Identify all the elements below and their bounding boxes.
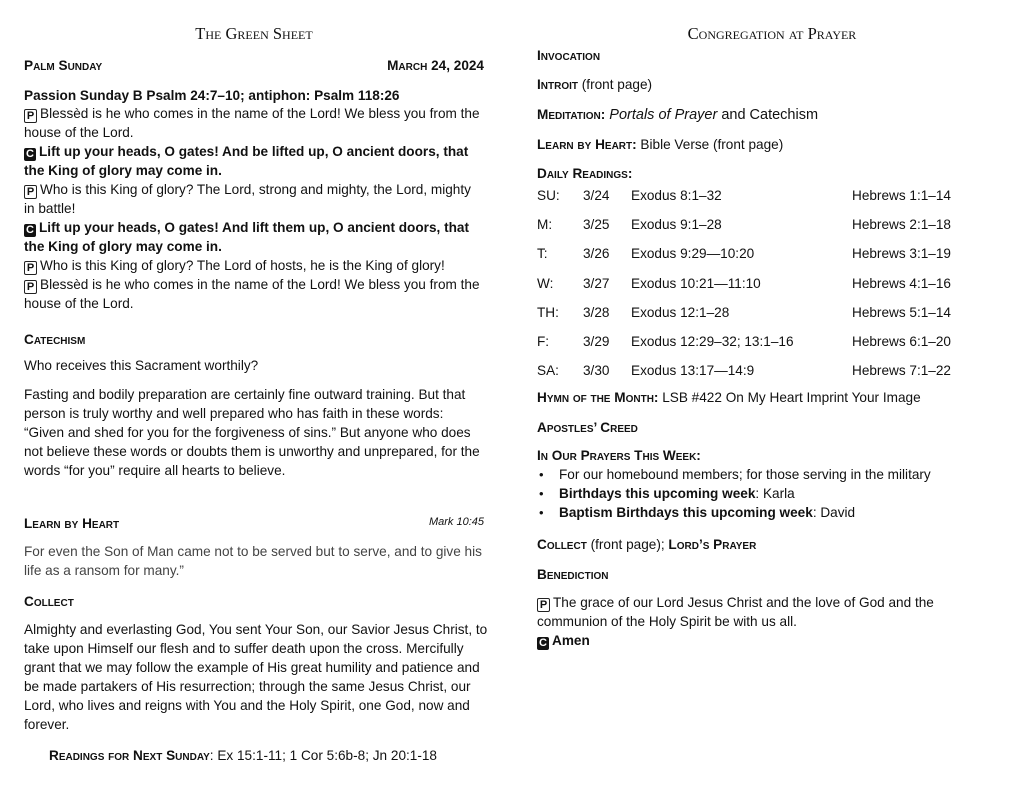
table-row: W: 3/27 Exodus 10:21—11:10 Hebrews 4:1–16 <box>537 275 951 291</box>
benediction-text: P The grace of our Lord Jesus Christ and the love of God and the communion of the Holy Spirit be with us all. C Amen <box>537 595 934 649</box>
learn-text: Bible Verse (front page) <box>636 137 784 152</box>
congregation-badge-icon: C <box>24 148 36 161</box>
pastor-badge-icon: P <box>24 280 37 294</box>
collect-heading: Collect <box>24 594 74 609</box>
list-item: • Baptism Birthdays this upcoming week: David <box>537 503 1007 522</box>
catechism-question: Who receives this Sacrament worthily? <box>24 358 259 373</box>
learn-verse: For even the Son of Man came not to be served but to serve, and to give his life as a ransom for many.” <box>24 544 482 578</box>
prayers-heading: In Our Prayers This Week: <box>537 448 701 463</box>
hymn-label: Hymn of the Month: <box>537 390 659 405</box>
table-row: TH: 3/28 Exodus 12:1–28 Hebrews 5:1–14 <box>537 304 951 320</box>
collect-text: (front page); <box>586 537 669 552</box>
pastor-badge-icon: P <box>537 598 550 612</box>
page-title-right: Congregation at Prayer <box>687 24 857 43</box>
meditation-title: Portals of Prayer <box>609 107 718 123</box>
pastor-badge-icon: P <box>24 185 37 199</box>
learn-reference: Mark 10:45 <box>428 516 484 528</box>
table-row: SA: 3/30 Exodus 13:17—14:9 Hebrews 7:1–22 <box>537 363 951 379</box>
table-row: M: 3/25 Exodus 9:1–28 Hebrews 2:1–18 <box>537 217 951 233</box>
psalm-line: P Blessèd is he who comes in the name of the Lord! We bless you from the house of the Lord. <box>24 277 480 311</box>
collect-prayer: Almighty and everlasting God, You sent Your Son, our Savior Jesus Christ, to take upon Himself our flesh and to suffer death upon the cross. Mercifully grant that we may follow the example of His great humility and patience and be made partakers of His resurrection; through the same Jesus Christ, our Lord, who lives and reigns with You and the Holy Spirit, one God, now and forever. <box>24 622 488 732</box>
pastor-badge-icon: P <box>24 261 37 275</box>
daily-readings-heading: Daily Readings: <box>537 166 633 181</box>
next-sunday-text: : Ex 15:1-11; 1 Cor 5:6b-8; Jn 20:1-18 <box>209 748 437 763</box>
creed-heading: Apostles’ Creed <box>537 420 638 435</box>
psalm-title: Passion Sunday B Psalm 24:7–10; antiphon: Psalm 118:26 <box>24 88 400 103</box>
amen-response: Amen <box>552 633 590 648</box>
meditation-line <box>537 105 818 125</box>
collect-line <box>537 535 756 554</box>
introit-label: Introit <box>537 77 578 92</box>
list-item: • Birthdays this upcoming week: Karla <box>537 484 1007 503</box>
psalm-line: P Who is this King of glory? The Lord of hosts, he is the King of glory! <box>24 256 484 275</box>
collect-label: Collect <box>537 537 587 552</box>
congregation-badge-icon: C <box>24 224 36 237</box>
next-sunday-label: Readings for Next Sunday <box>49 748 210 763</box>
prayers-list <box>537 465 1007 522</box>
psalm-line: P Blessèd is he who comes in the name of the Lord! We bless you from the house of the Lord. <box>24 106 480 140</box>
learn-label: Learn by Heart: <box>537 137 637 152</box>
sunday-name: Palm Sunday <box>24 58 103 73</box>
table-row: F: 3/29 Exodus 12:29–32; 13:1–16 Hebrews 6:1–20 <box>537 334 951 350</box>
psalm-line: C Lift up your heads, O gates! And be lifted up, O ancient doors, that the King of glory may come in. <box>24 144 469 178</box>
lords-prayer-label: Lord’s Prayer <box>668 537 757 552</box>
meditation-label: Meditation: <box>537 107 606 122</box>
table-row: SU: 3/24 Exodus 8:1–32 Hebrews 1:1–14 <box>537 188 951 204</box>
meditation-text: and Catechism <box>717 107 819 123</box>
table-row: T: 3/26 Exodus 9:29—10:20 Hebrews 3:1–19 <box>537 246 951 262</box>
invocation-heading: Invocation <box>537 48 601 63</box>
next-sunday-readings <box>49 746 437 765</box>
introit-line <box>537 75 652 94</box>
congregation-badge-icon: C <box>537 637 549 650</box>
psalm-line: C Lift up your heads, O gates! And lift them up, O ancient doors, that the King of glory may come in. <box>24 220 469 254</box>
psalm-line: P Who is this King of glory? The Lord, strong and mighty, the Lord, mighty in battle! <box>24 182 471 216</box>
learn-line <box>537 135 783 154</box>
catechism-heading: Catechism <box>24 332 86 347</box>
sunday-date: March 24, 2024 <box>387 58 484 73</box>
learn-heading: Learn by Heart <box>24 516 120 531</box>
list-item: • For our homebound members; for those serving in the military <box>537 465 1007 484</box>
introit-text: (front page) <box>578 77 653 92</box>
catechism-answer: Fasting and bodily preparation are certainly fine outward training. But that person is truly worthy and well prepared who has faith in these words: “Given and shed for you for the forgiveness of sins.” But anyone who does not believe these words or doubts them is unworthy and unprepared, for the words “for you” require all hearts to believe. <box>24 387 480 478</box>
psalm-responsive <box>24 104 484 313</box>
hymn-line <box>537 388 921 407</box>
benediction-heading: Benediction <box>537 567 609 582</box>
pastor-badge-icon: P <box>24 109 37 123</box>
daily-readings-table <box>537 181 1007 385</box>
page-title-left: The Green Sheet <box>195 24 313 43</box>
hymn-text: LSB #422 On My Heart Imprint Your Image <box>658 390 921 405</box>
